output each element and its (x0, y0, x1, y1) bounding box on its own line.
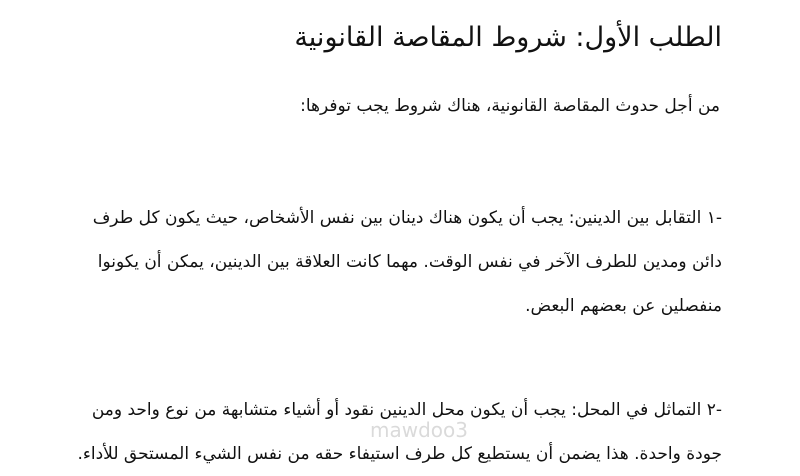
paragraph-line: جودة واحدة. هذا يضمن أن يستطيع كل طرف استيفاء حقه من نفس الشيء المستحق للأداء. (77, 444, 722, 464)
watermark-logo: mawdoo3 (370, 418, 468, 442)
section-heading: الطلب الأول: شروط المقاصة القانونية (294, 22, 722, 53)
paragraph-line: -٢ التماثل في المحل: يجب أن يكون محل الدينين نقود أو أشياء متشابهة من نوع واحد ومن (91, 400, 722, 420)
paragraph-line: -١ التقابل بين الدينين: يجب أن يكون هناك دينان بين نفس الأشخاص، حيث يكون كل طرف (92, 208, 722, 228)
condition-paragraph-1 (82, 196, 722, 328)
paragraph-line: دائن ومدين للطرف الآخر في نفس الوقت. مهما كانت العلاقة بين الدينين، يمكن أن يكونوا (97, 252, 722, 272)
intro-paragraph: من أجل حدوث المقاصة القانونية، هناك شروط يجب توفرها: (300, 96, 720, 116)
paragraph-line: منفصلين عن بعضهم البعض. (525, 296, 722, 316)
